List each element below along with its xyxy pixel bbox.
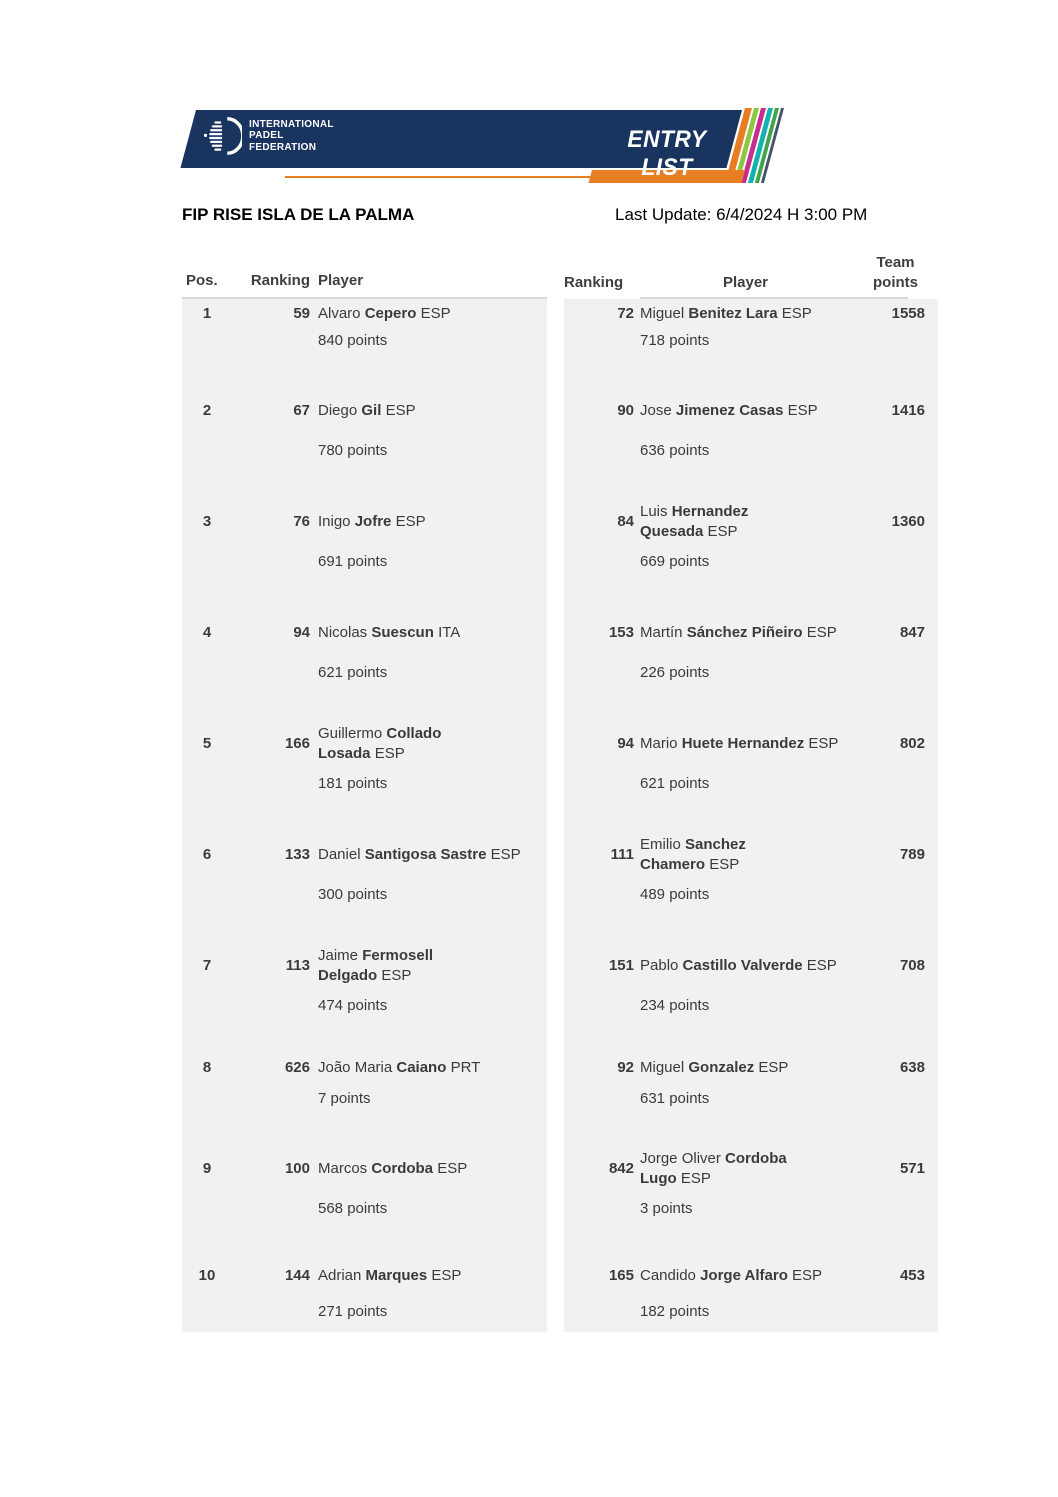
player-points: 718 points — [640, 332, 710, 349]
team-points-value: 638 — [899, 1059, 925, 1076]
ranking-right-cell — [564, 938, 634, 1049]
ranking-right-cell — [564, 1141, 634, 1252]
ranking-right-cell — [564, 1252, 634, 1332]
entry-list-title: ENTRY LIST — [627, 126, 707, 181]
team-points-value: 1416 — [891, 402, 925, 419]
last-update-text: Last Update: 6/4/2024 H 3:00 PM — [615, 205, 868, 224]
header-player-left: Player — [318, 272, 364, 289]
team-points-value: 571 — [899, 1160, 925, 1177]
player-points: 300 points — [318, 886, 388, 903]
player-left-cell — [312, 383, 547, 494]
player-points: 489 points — [640, 886, 710, 903]
player-name: Marcos Cordoba ESP — [318, 1160, 468, 1177]
player-points: 182 points — [640, 1303, 710, 1320]
pos-cell — [182, 1252, 232, 1332]
table-header-row — [182, 253, 938, 299]
ranking-value: 626 — [284, 1059, 310, 1076]
logo-line-3: FEDERATION — [249, 141, 317, 153]
section-gap — [547, 1252, 564, 1332]
player-right-cell — [634, 1252, 857, 1332]
banner-content — [182, 103, 782, 185]
player-left-cell — [312, 1141, 547, 1252]
section-gap — [547, 938, 564, 1049]
player-right-cell — [634, 1141, 857, 1252]
header-ranking-left: Ranking — [250, 272, 310, 289]
ranking-right-cell — [564, 605, 634, 716]
pos-cell — [182, 716, 232, 827]
entry-row — [182, 716, 938, 827]
page-content — [182, 103, 938, 1332]
player-points: 621 points — [318, 664, 388, 681]
section-gap — [547, 827, 564, 938]
logo-line-2: PADEL — [249, 130, 284, 142]
team-points-cell — [857, 1049, 938, 1141]
pos-value: 4 — [202, 624, 212, 641]
ranking-right-cell — [564, 1049, 634, 1141]
ranking-value: 92 — [617, 1059, 634, 1076]
player-right-cell — [634, 299, 857, 383]
player-name: Miguel Benitez Lara ESP — [640, 305, 812, 322]
ranking-value: 94 — [617, 735, 634, 752]
entry-row — [182, 494, 938, 605]
team-points-cell — [857, 1252, 938, 1332]
player-right-cell — [634, 383, 857, 494]
player-name: Mario Huete Hernandez ESP — [640, 735, 839, 752]
entry-row — [182, 938, 938, 1049]
ranking-left-cell — [232, 1141, 312, 1252]
player-points: 226 points — [640, 664, 710, 681]
header-pos: Pos. — [186, 272, 218, 289]
ranking-right-cell — [564, 716, 634, 827]
ranking-right-cell — [564, 827, 634, 938]
player-left-cell — [312, 1252, 547, 1332]
player-right-cell — [634, 494, 857, 605]
team-points-value: 1360 — [891, 513, 925, 530]
player-name: Alvaro Cepero ESP — [318, 305, 451, 322]
team-points-cell — [857, 716, 938, 827]
ranking-left-cell — [232, 299, 312, 383]
ranking-value: 76 — [293, 513, 310, 530]
pos-value: 1 — [202, 305, 212, 322]
ranking-value: 59 — [293, 305, 310, 322]
team-points-value: 708 — [899, 957, 925, 974]
team-points-cell — [857, 1141, 938, 1252]
player-points: 3 points — [640, 1200, 693, 1217]
player-name: Diego Gil ESP — [318, 402, 416, 419]
ranking-value: 165 — [608, 1267, 634, 1284]
entry-row — [182, 299, 938, 383]
player-name: Jose Jimenez Casas ESP — [640, 402, 818, 419]
ranking-left-cell — [232, 1049, 312, 1141]
ipf-logo — [204, 115, 334, 157]
ranking-value: 67 — [293, 402, 310, 419]
ranking-right-cell — [564, 383, 634, 494]
ranking-value: 133 — [284, 846, 310, 863]
ranking-value: 113 — [285, 957, 310, 974]
header-right-section — [564, 253, 938, 299]
pos-cell — [182, 1141, 232, 1252]
pos-value: 6 — [202, 846, 212, 863]
ranking-value: 151 — [608, 957, 634, 974]
team-points-value: 847 — [899, 624, 925, 641]
ipf-entry-list-banner — [182, 103, 782, 185]
player-left-cell — [312, 827, 547, 938]
pos-value: 3 — [202, 513, 212, 530]
player-left-cell — [312, 1049, 547, 1141]
player-left-cell — [312, 716, 547, 827]
player-points: 7 points — [318, 1090, 371, 1107]
entry-row — [182, 605, 938, 716]
section-gap — [547, 605, 564, 716]
pos-cell — [182, 494, 232, 605]
pos-value: 2 — [202, 402, 212, 419]
player-left-cell — [312, 299, 547, 383]
player-right-cell — [634, 605, 857, 716]
pos-value: 9 — [202, 1160, 212, 1177]
player-name: João Maria Caiano PRT — [318, 1059, 481, 1076]
player-points: 631 points — [640, 1090, 710, 1107]
section-gap — [547, 383, 564, 494]
player-points: 234 points — [640, 997, 710, 1014]
team-points-value: 789 — [899, 846, 925, 863]
pos-value: 5 — [202, 735, 212, 752]
section-gap — [547, 1141, 564, 1252]
player-points: 271 points — [318, 1303, 388, 1320]
player-points: 181 points — [318, 775, 388, 792]
player-name: Pablo Castillo Valverde ESP — [640, 957, 837, 974]
entry-row — [182, 383, 938, 494]
team-points-cell — [857, 383, 938, 494]
player-points: 568 points — [318, 1200, 388, 1217]
ranking-value: 111 — [610, 846, 634, 863]
entry-row — [182, 827, 938, 938]
ranking-left-cell — [232, 827, 312, 938]
section-gap — [547, 494, 564, 605]
ranking-left-cell — [232, 494, 312, 605]
ranking-left-cell — [232, 1252, 312, 1332]
player-name: Inigo Jofre ESP — [318, 513, 426, 530]
header-section-gap — [547, 253, 564, 299]
player-name: Martín Sánchez Piñeiro ESP — [640, 624, 837, 641]
player-points: 621 points — [640, 775, 710, 792]
ranking-value: 842 — [608, 1160, 634, 1177]
pos-value: 8 — [202, 1059, 212, 1076]
player-right-cell — [634, 1049, 857, 1141]
ranking-value: 166 — [284, 735, 310, 752]
section-gap — [547, 299, 564, 383]
player-left-cell — [312, 494, 547, 605]
team-points-value: 453 — [899, 1267, 925, 1284]
player-points: 840 points — [318, 332, 388, 349]
player-name: Miguel Gonzalez ESP — [640, 1059, 789, 1076]
ranking-left-cell — [232, 716, 312, 827]
ipf-logo-text — [249, 119, 334, 154]
team-points-value: 802 — [899, 735, 925, 752]
player-name: Jorge Oliver Cordoba Lugo ESP — [640, 1150, 787, 1187]
player-points: 780 points — [318, 442, 388, 459]
ranking-right-cell — [564, 494, 634, 605]
header-team-points: Team points — [873, 254, 918, 291]
player-right-cell — [634, 827, 857, 938]
pos-cell — [182, 827, 232, 938]
header-player-right: Player — [722, 274, 769, 291]
pos-cell — [182, 383, 232, 494]
ranking-value: 84 — [617, 513, 634, 530]
ranking-left-cell — [232, 383, 312, 494]
pos-cell — [182, 938, 232, 1049]
player-points: 474 points — [318, 997, 388, 1014]
header-ranking-right: Ranking — [564, 274, 624, 291]
player-right-cell — [634, 938, 857, 1049]
logo-line-1: INTERNATIONAL — [249, 118, 334, 130]
player-points: 669 points — [640, 553, 710, 570]
section-gap — [547, 1049, 564, 1141]
team-points-cell — [857, 299, 938, 383]
ranking-left-cell — [232, 605, 312, 716]
pos-cell — [182, 1049, 232, 1141]
ranking-value: 153 — [608, 624, 634, 641]
ranking-value: 144 — [284, 1267, 310, 1284]
tournament-title: FIP RISE ISLA DE LA PALMA — [182, 205, 415, 224]
ipf-ball-icon — [204, 115, 242, 157]
player-name: Adrian Marques ESP — [318, 1267, 462, 1284]
player-name: Daniel Santigosa Sastre ESP — [318, 846, 521, 863]
pos-cell — [182, 605, 232, 716]
ranking-right-cell — [564, 299, 634, 383]
title-row — [182, 205, 938, 229]
entry-row — [182, 1141, 938, 1252]
team-points-cell — [857, 827, 938, 938]
player-right-cell — [634, 716, 857, 827]
entry-row — [182, 1252, 938, 1332]
team-points-value: 1558 — [891, 305, 925, 322]
player-name: Luis Hernandez Quesada ESP — [640, 503, 749, 540]
pos-value: 7 — [202, 957, 212, 974]
team-points-cell — [857, 938, 938, 1049]
player-points: 691 points — [318, 553, 388, 570]
player-name: Jaime Fermosell Delgado ESP — [318, 947, 434, 984]
player-name: Guillermo Collado Losada ESP — [318, 725, 442, 762]
entry-list-table — [182, 253, 938, 1332]
ranking-left-cell — [232, 938, 312, 1049]
team-points-cell — [857, 605, 938, 716]
pos-value: 10 — [198, 1267, 216, 1284]
player-name: Emilio Sanchez Chamero ESP — [640, 836, 746, 873]
player-left-cell — [312, 605, 547, 716]
player-points: 636 points — [640, 442, 710, 459]
header-left-section — [182, 253, 547, 299]
player-left-cell — [312, 938, 547, 1049]
ranking-value: 72 — [617, 305, 634, 322]
section-gap — [547, 716, 564, 827]
entry-row — [182, 1049, 938, 1141]
player-name: Nicolas Suescun ITA — [318, 624, 461, 641]
ranking-value: 100 — [284, 1160, 310, 1177]
team-points-cell — [857, 494, 938, 605]
player-name: Candido Jorge Alfaro ESP — [640, 1267, 823, 1284]
ranking-value: 90 — [617, 402, 634, 419]
pos-cell — [182, 299, 232, 383]
ranking-value: 94 — [293, 624, 310, 641]
